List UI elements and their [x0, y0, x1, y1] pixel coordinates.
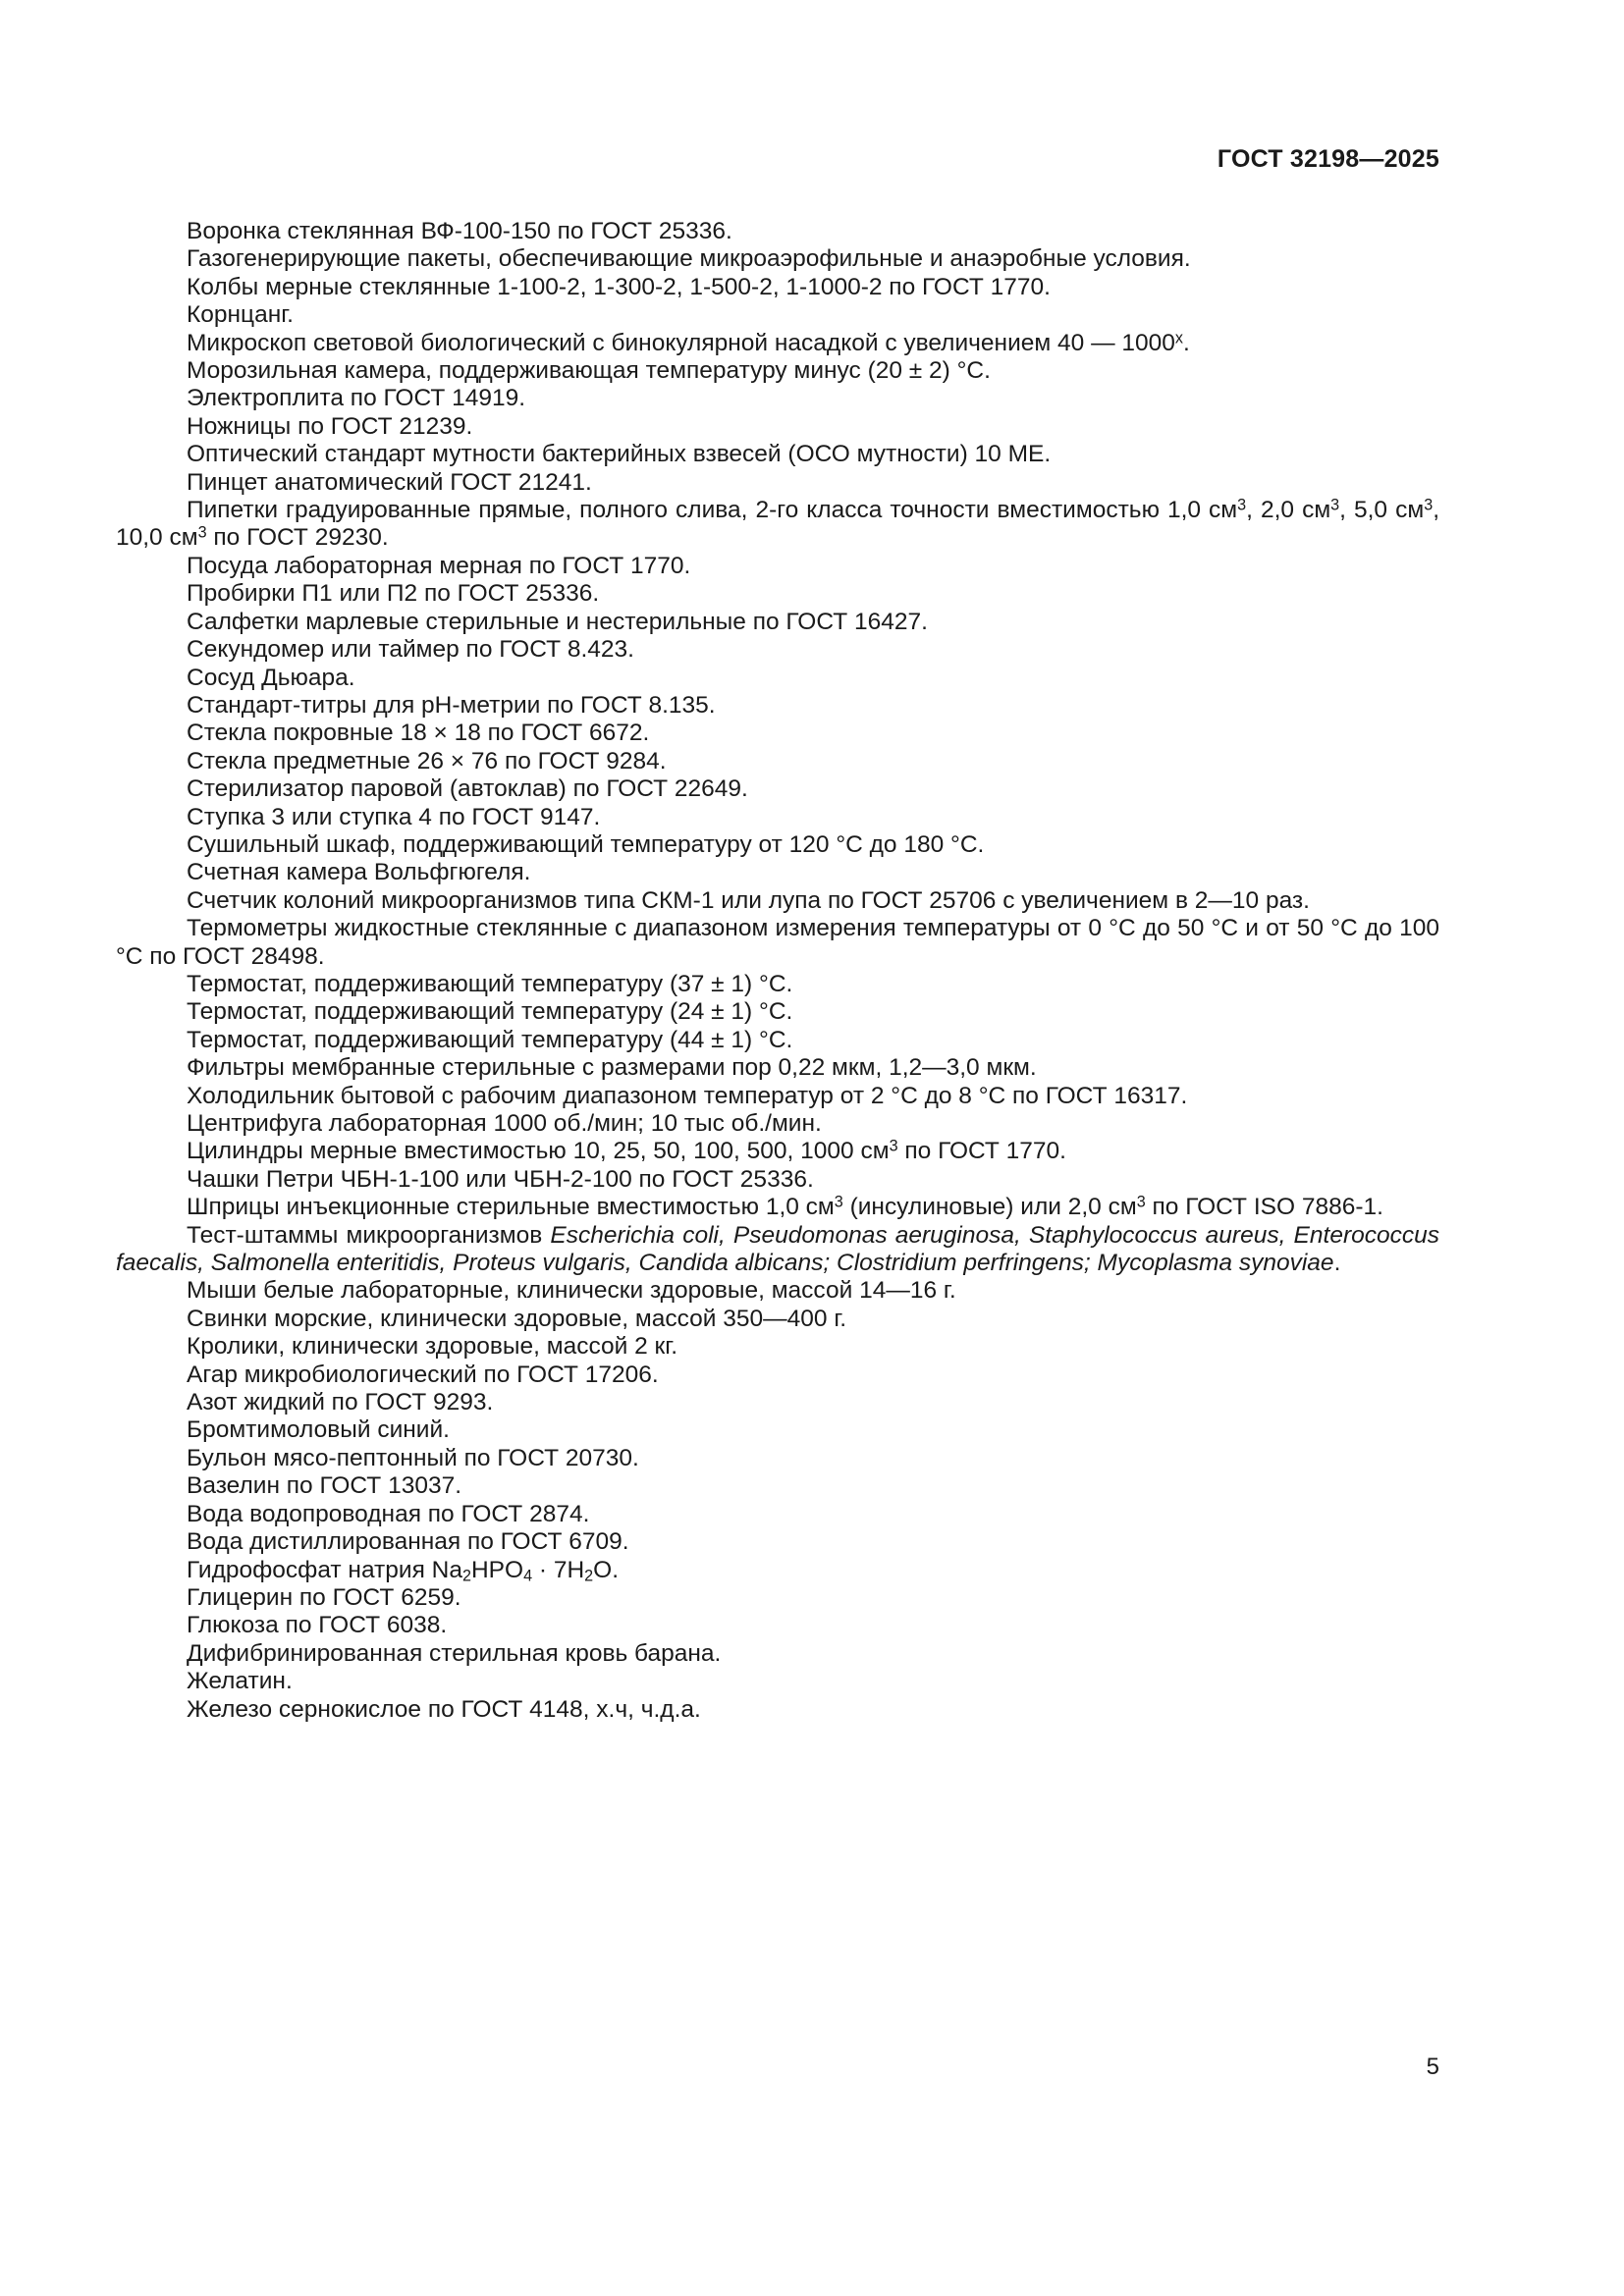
list-item: [116, 998, 1439, 1026]
list-item: [116, 441, 1439, 468]
list-item-text: Газогенерирующие пакеты, обеспечивающие микроаэрофильные и анаэробные условия.: [187, 245, 1191, 273]
list-item-text: , 2,0 см: [1246, 497, 1331, 524]
list-item: [116, 1501, 1439, 1528]
list-item-text: Агар микробиологический по ГОСТ 17206.: [187, 1361, 659, 1388]
list-item: [116, 609, 1439, 636]
list-item-text: Центрифуга лабораторная 1000 об./мин; 10 тыс об./мин.: [187, 1110, 822, 1137]
superscript-cubic: 3: [1237, 496, 1247, 514]
list-item: [116, 636, 1439, 664]
list-item-text: Секундомер или таймер по ГОСТ 8.423.: [187, 636, 634, 664]
list-item-text: Пипетки градуированные прямые, полного слива, 2-го класса точности вместимостью 1,0 см: [187, 497, 1238, 524]
list-item: [116, 887, 1439, 915]
list-item-text: , 10,0 см: [116, 497, 1439, 552]
list-item: [116, 1528, 1439, 1556]
list-item: [116, 1083, 1439, 1110]
list-item: [116, 775, 1439, 803]
list-item-text: Глюкоза по ГОСТ 6038.: [187, 1612, 448, 1639]
superscript-cubic: 3: [1330, 496, 1340, 514]
list-item: [116, 245, 1439, 273]
list-item: [116, 1416, 1439, 1444]
superscript-cubic: 3: [1424, 496, 1434, 514]
superscript-cubic: 3: [197, 523, 207, 542]
list-item-text: Азот жидкий по ГОСТ 9293.: [187, 1389, 494, 1416]
list-item: [116, 692, 1439, 720]
list-item-text-tail: .: [1182, 329, 1190, 356]
list-item-text: Свинки морские, клинически здоровые, массой 350—400 г.: [187, 1305, 847, 1332]
list-item: [116, 1584, 1439, 1612]
list-item-text: Термостат, поддерживающий температуру (37 ± 1) °C.: [187, 970, 793, 997]
list-item-text: HPO: [470, 1556, 524, 1583]
superscript-cubic: 3: [834, 1193, 843, 1211]
list-item: [116, 580, 1439, 608]
list-item: [116, 469, 1439, 497]
list-item-syringes: [116, 1194, 1439, 1221]
list-item: [116, 831, 1439, 859]
list-item-cylinders: [116, 1138, 1439, 1165]
list-item-text: Мыши белые лабораторные, клинически здоровые, массой 14—16 г.: [187, 1277, 956, 1305]
list-item: [116, 971, 1439, 998]
list-item-text: Ножницы по ГОСТ 21239.: [187, 412, 473, 440]
list-item: [116, 301, 1439, 329]
superscript-cubic: 3: [889, 1137, 898, 1155]
list-item-text: Желатин.: [187, 1668, 293, 1695]
list-item-text: Термостат, поддерживающий температуру (24 ± 1) °C.: [187, 998, 793, 1026]
list-item-text: по ГОСТ ISO 7886-1.: [1145, 1194, 1383, 1221]
list-item: [116, 1306, 1439, 1333]
subscript-formula: 4: [523, 1567, 533, 1585]
list-item-text: Вазелин по ГОСТ 13037.: [187, 1472, 462, 1500]
list-item-text: Стекла покровные 18 × 18 по ГОСТ 6672.: [187, 720, 650, 747]
list-item: [116, 1668, 1439, 1695]
list-item-text: O.: [593, 1556, 620, 1583]
list-item-text: · 7H: [532, 1556, 585, 1583]
list-item-text: Стандарт-титры для pH-метрии по ГОСТ 8.135.: [187, 691, 716, 719]
list-item-text: Тест-штаммы микроорганизмов: [187, 1221, 551, 1249]
list-item: [116, 1389, 1439, 1416]
list-item-microscope: [116, 330, 1439, 357]
list-item-text: Шприцы инъекционные стерильные вместимостью 1,0 см: [187, 1194, 835, 1221]
list-item-text: Глицерин по ГОСТ 6259.: [187, 1583, 461, 1611]
list-item: [116, 1640, 1439, 1668]
list-item: [116, 720, 1439, 747]
list-item-text: Счетная камера Вольфгюгеля.: [187, 859, 531, 886]
list-item-text: Чашки Петри ЧБН-1-100 или ЧБН-2-100 по ГОСТ 25336.: [187, 1165, 814, 1193]
list-item: [116, 357, 1439, 385]
list-item-text: Гидрофосфат натрия Na: [187, 1556, 462, 1583]
list-item-thermometers: [116, 915, 1439, 971]
list-item-text: Дифибринированная стерильная кровь барана.: [187, 1639, 722, 1667]
superscript-cubic: 3: [1136, 1193, 1146, 1211]
list-item: [116, 413, 1439, 441]
list-item-text: Бромтимоловый синий.: [187, 1416, 450, 1444]
list-item: [116, 1054, 1439, 1082]
list-item-text: , 5,0 см: [1339, 497, 1425, 524]
list-item: [116, 385, 1439, 412]
list-item: [116, 1362, 1439, 1389]
superscript-magnification: х: [1174, 328, 1183, 347]
list-item-text-tail: .: [1333, 1250, 1341, 1277]
list-item-text: Сосуд Дьюара.: [187, 664, 355, 691]
list-item-text: Термостат, поддерживающий температуру (44 ± 1) °C.: [187, 1026, 793, 1053]
list-item-text: Фильтры мембранные стерильные с размерами пор 0,22 мкм, 1,2—3,0 мкм.: [187, 1054, 1037, 1082]
page-number: 5: [1426, 2054, 1439, 2080]
list-item-text: Бульон мясо-пептонный по ГОСТ 20730.: [187, 1444, 639, 1471]
subscript-formula: 2: [584, 1567, 594, 1585]
list-item: [116, 1277, 1439, 1305]
standard-header: ГОСТ 32198—2025: [1217, 145, 1439, 173]
list-item-text: Электроплита по ГОСТ 14919.: [187, 385, 526, 412]
list-item-text: Цилиндры мерные вместимостью 10, 25, 50, 100, 500, 1000 см: [187, 1138, 890, 1165]
list-item-text: Вода водопроводная по ГОСТ 2874.: [187, 1500, 590, 1527]
list-item: [116, 1110, 1439, 1138]
list-item: [116, 274, 1439, 301]
list-item-text: Термометры жидкостные стеклянные с диапазоном измерения температуры от 0 °C до 50 °C и от 50 °C до 100 °C по ГОСТ 28498.: [116, 915, 1439, 970]
list-item-sodium-phosphate: [116, 1557, 1439, 1584]
list-item-text: Ступка 3 или ступка 4 по ГОСТ 9147.: [187, 803, 601, 830]
species-names-italic: Escherichia coli, Pseudomonas aeruginosa, Staphylococcus aureus, Enterococcus faecalis, Salmonella enteritidis, Proteus vulgaris, Candida albicans; Clostridium perfringens; Mycoplasma synoviae: [116, 1221, 1439, 1277]
list-item: [116, 1696, 1439, 1724]
list-item-text: (инсулиновые) или 2,0 см: [842, 1194, 1137, 1221]
list-item-pipettes: [116, 497, 1439, 553]
list-item-text: Салфетки марлевые стерильные и нестерильные по ГОСТ 16427.: [187, 608, 928, 635]
list-item-text: Колбы мерные стеклянные 1-100-2, 1-300-2, 1-500-2, 1-1000-2 по ГОСТ 1770.: [187, 273, 1051, 300]
list-item-text: Холодильник бытовой с рабочим диапазоном температур от 2 °C до 8 °C по ГОСТ 16317.: [187, 1082, 1188, 1109]
list-item: [116, 218, 1439, 245]
list-item: [116, 1333, 1439, 1361]
subscript-formula: 2: [461, 1567, 471, 1585]
list-item-text: Воронка стеклянная ВФ-100-150 по ГОСТ 25336.: [187, 218, 732, 244]
equipment-list-body: [116, 218, 1439, 1724]
list-item: [116, 1612, 1439, 1639]
list-item-text: Стекла предметные 26 × 76 по ГОСТ 9284.: [187, 747, 667, 774]
list-item-text: Железо сернокислое по ГОСТ 4148, х.ч, ч.д.а.: [187, 1695, 701, 1723]
list-item: [116, 804, 1439, 831]
list-item-text: Морозильная камера, поддерживающая температуру минус (20 ± 2) °C.: [187, 357, 991, 385]
list-item: [116, 859, 1439, 886]
list-item: [116, 1472, 1439, 1500]
list-item-text: Пинцет анатомический ГОСТ 21241.: [187, 468, 592, 496]
list-item: [116, 1166, 1439, 1194]
list-item: [116, 553, 1439, 580]
list-item-text: по ГОСТ 1770.: [897, 1138, 1066, 1165]
list-item-text: по ГОСТ 29230.: [206, 524, 389, 552]
list-item-text: Вода дистиллированная по ГОСТ 6709.: [187, 1528, 629, 1556]
list-item-text: Кролики, клинически здоровые, массой 2 кг.: [187, 1333, 678, 1361]
list-item-test-strains: [116, 1222, 1439, 1278]
list-item: [116, 1027, 1439, 1054]
list-item: [116, 665, 1439, 692]
list-item-text: Корнцанг.: [187, 301, 294, 329]
list-item: [116, 1445, 1439, 1472]
list-item-text: Оптический стандарт мутности бактерийных взвесей (ОСО мутности) 10 МЕ.: [187, 441, 1052, 468]
list-item-text: Микроскоп световой биологический с бинокулярной насадкой с увеличением 40 — 1000: [187, 329, 1175, 356]
list-item-text: Посуда лабораторная мерная по ГОСТ 1770.: [187, 552, 691, 579]
list-item-text: Пробирки П1 или П2 по ГОСТ 25336.: [187, 580, 600, 608]
list-item-text: Сушильный шкаф, поддерживающий температуру от 120 °C до 180 °C.: [187, 830, 985, 858]
list-item: [116, 748, 1439, 775]
list-item-text: Стерилизатор паровой (автоклав) по ГОСТ 22649.: [187, 775, 748, 803]
list-item-text: Счетчик колоний микроорганизмов типа СКМ-1 или лупа по ГОСТ 25706 с увеличением в 2—10 раз.: [187, 886, 1310, 914]
